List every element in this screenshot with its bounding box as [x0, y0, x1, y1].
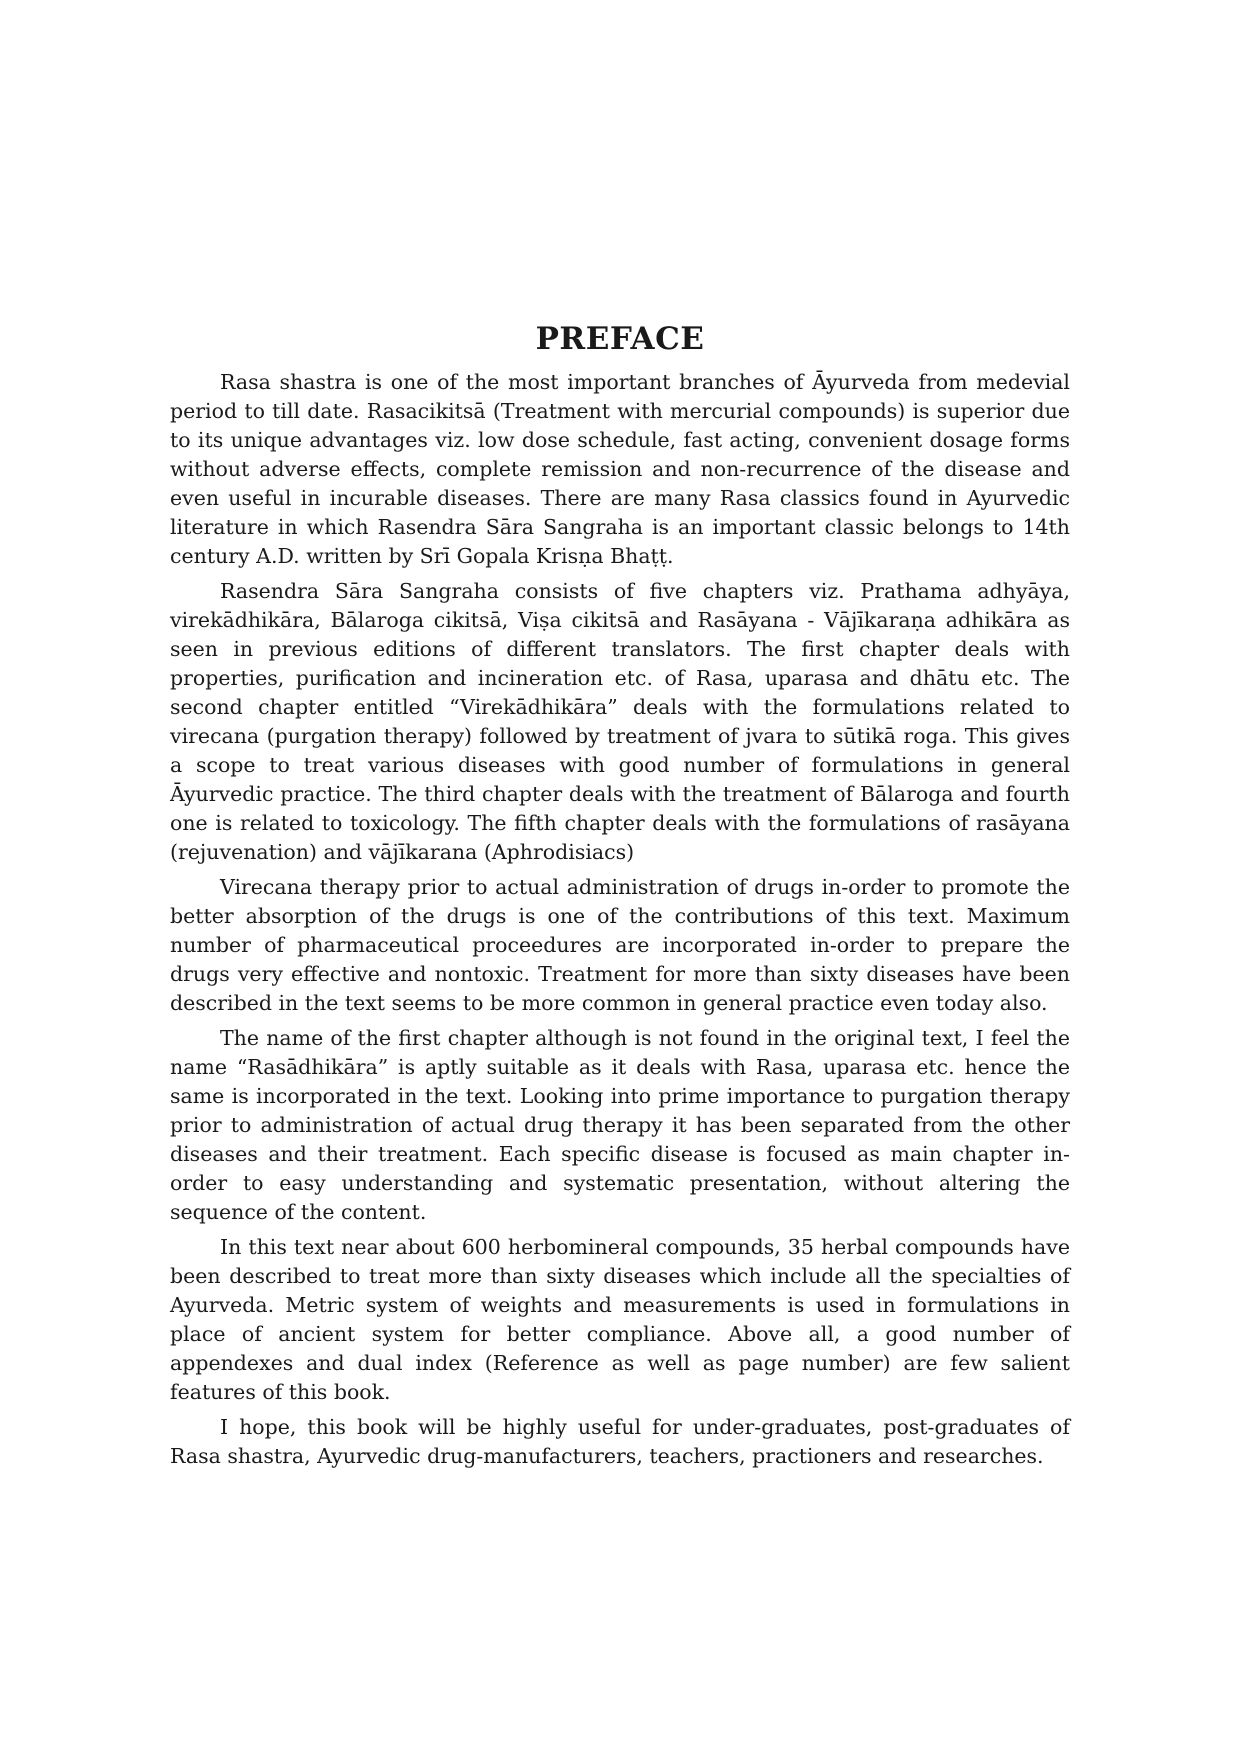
paragraph-2: Rasendra Sāra Sangraha consists of five chapters viz. Prathama adhyāya, virekādhikāra, Bālaroga cikitsā, Viṣa cikitsā and Rasāyana - Vājīkaraṇa adhikāra as seen in previous editions of different translators. The first chapter deals with properties, purification and incineration etc. of Rasa, uparasa and dhātu etc. The second chapter entitled “Virekādhikāra” deals with the formulations related to virecana (purgation therapy) followed by treatment of jvara to sūtikā roga. This gives a scope to treat various diseases with good number of formulations in general Āyurvedic practice. The third chapter deals with the treatment of Bālaroga and fourth one is related to toxicology. The fifth chapter deals with the formulations of rasāyana (rejuvenation) and vājīkarana (Aphrodisiacs)	[170, 579, 1070, 865]
preface-page	[170, 322, 1070, 1477]
paragraph-1: Rasa shastra is one of the most important branches of Āyurveda from medevial period to till date. Rasacikitsā (Treatment with mercurial compounds) is superior due to its unique advantages viz. low dose schedule, fast acting, convenient dosage forms without adverse effects, complete remission and non-recurrence of the disease and even useful in incurable diseases. There are many Rasa classics found in Ayurvedic literature in which Rasendra Sāra Sangraha is an important classic belongs to 14th century A.D. written by Srī Gopala Krisṇa Bhaṭṭ.	[170, 370, 1070, 569]
page-title: PREFACE	[535, 321, 705, 357]
paragraph-6: I hope, this book will be highly useful for under-graduates, post-graduates of Rasa shastra, Ayurvedic drug-manufacturers, teachers, practioners and researches.	[170, 1415, 1070, 1469]
paragraph-4: The name of the first chapter although is not found in the original text, I feel the name “Rasādhikāra” is aptly suitable as it deals with Rasa, uparasa etc. hence the same is incorporated in the text. Looking into prime importance to purgation therapy prior to administration of actual drug therapy it has been separated from the other diseases and their treatment. Each specific disease is focused as main chapter in-order to easy understanding and systematic presentation, without altering the sequence of the content.	[170, 1026, 1070, 1225]
paragraph-5: In this text near about 600 herbomineral compounds, 35 herbal compounds have been described to treat more than sixty diseases which include all the specialties of Ayurveda. Metric system of weights and measurements is used in formulations in place of ancient system for better compliance. Above all, a good number of appendexes and dual index (Reference as well as page number) are few salient features of this book.	[170, 1235, 1070, 1405]
paragraph-3: Virecana therapy prior to actual administration of drugs in-order to promote the better absorption of the drugs is one of the contributions of this text. Maximum number of pharmaceutical proceedures are incorporated in-order to prepare the drugs very effective and nontoxic. Treatment for more than sixty diseases have been described in the text seems to be more common in general practice even today also.	[170, 875, 1070, 1016]
